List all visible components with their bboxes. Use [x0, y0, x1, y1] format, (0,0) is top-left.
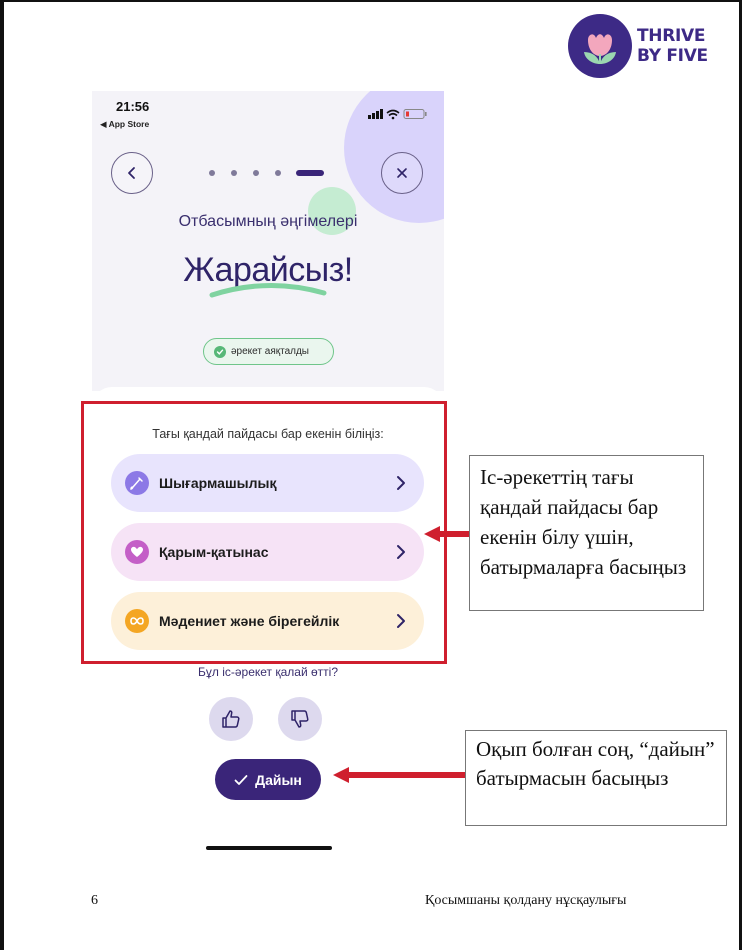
benefit-label: Мәдениет және бірегейлік [159, 613, 340, 629]
back-button[interactable] [111, 152, 153, 194]
feedback-question: Бұл іс-әрекет қалай өтті? [197, 665, 339, 679]
close-button[interactable] [381, 152, 423, 194]
thumbs-down-icon [289, 708, 311, 730]
benefits-callout: Іс-әрекеттің тағы қандай пайдасы бар екенін білу үшін, батырмаларға басыңыз [469, 455, 704, 611]
status-icons [368, 107, 432, 119]
progress-dots [208, 169, 328, 177]
benefit-label: Қарым-қатынас [159, 544, 269, 560]
done-button[interactable] [215, 759, 321, 800]
close-icon [395, 166, 409, 180]
thumbs-up-icon [220, 708, 242, 730]
wifi-icon [387, 111, 399, 116]
done-callout: Оқып болған соң, “дайын” батырмасын басыңыз [465, 730, 727, 826]
headline: Жарайсыз! [183, 251, 353, 289]
checkmark-icon [234, 774, 248, 786]
activity-completed-badge [203, 338, 334, 365]
home-indicator [206, 846, 332, 850]
arrow-left-icon [424, 524, 472, 544]
thrive-by-five-logo [568, 14, 718, 82]
thumbs-down-button[interactable] [278, 697, 322, 741]
status-time: 21:56 [116, 99, 150, 114]
footer-title: Қосымшаны қолдану нұсқаулығы [425, 893, 627, 908]
app-store-back-link[interactable]: ◀ App Store [100, 119, 150, 129]
done-button-label: Дайын [255, 771, 302, 788]
logo-emblem [568, 14, 632, 78]
battery-icon [404, 110, 427, 119]
benefits-highlight-box [81, 401, 447, 664]
story-title: Отбасымның әңгімелері [178, 213, 358, 230]
benefit-label: Шығармашылық [159, 475, 277, 491]
chevron-left-icon [125, 166, 139, 180]
badge-label: әрекет аяқталды [231, 346, 309, 357]
arrow-left-icon [333, 765, 467, 785]
signal-icon [368, 109, 383, 119]
headline-underline [208, 279, 328, 301]
page-number: 6 [91, 893, 98, 908]
check-circle-icon [214, 346, 226, 358]
thumbs-up-button[interactable] [209, 697, 253, 741]
logo-wordmark: THRIVE BY FIVE [637, 26, 708, 66]
benefits-prompt: Тағы қандай пайдасы бар екенін біліңіз: [152, 427, 384, 441]
